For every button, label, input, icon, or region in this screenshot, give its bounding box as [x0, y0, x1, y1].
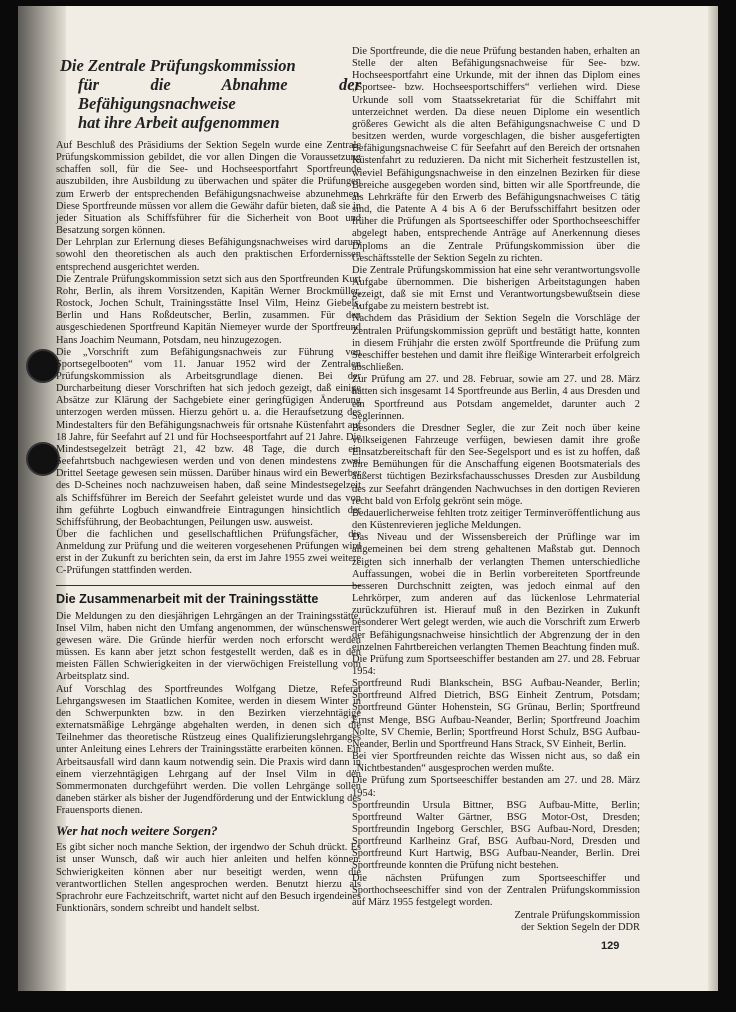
body-paragraph: Die nächsten Prüfungen zum Sportseeschiffer und Sporthochseeschiffer sind von der Zentralen Prüfungskommission auf März 1955 festgelegt worden. — [352, 872, 640, 908]
body-paragraph: Sportfreundin Ursula Bittner, BSG Aufbau-Mitte, Berlin; Sportfreund Walter Gärtner, BSG Motor-Ost, Dresden; Sportfreundin Ingeborg Gerschler, BSG Aufbau-Nord, Dresden; Sportfreund Karlheinz Graf, BSG Aufbau-Nord, Dresden und Sportfreund Kurt Hartwig, BSG Aufbau-Neander, Berlin. Drei Sportfreunde konnten die Prüfung nicht bestehen. — [352, 799, 640, 872]
body-paragraph: Sportfreund Rudi Blankschein, BSG Aufbau-Neander, Berlin; Sportfreund Alfred Dietrich, BSG Einheit Zentrum, Potsdam; Sportfreund Günter Hohenstein, SG Grünau, Berlin; Sportfreund Ernst Menge, BSG Aufbau-Neander, Berlin; Sportfreund Joachim Nolte, SV Chemie, Berlin; Sportfreund Horst Schulz, BSG Aufbau-Neander, Berlin und Sportfreund Hans Strack, SV Einheit, Berlin. — [352, 678, 640, 750]
title-line: für die Abnahme der Befähigungsnachweise — [78, 75, 361, 113]
body-paragraph: Bei vier Sportfreunden reichte das Wissen nicht aus, so daß ein „Nichtbestanden“ ausgesprochen werden mußte. — [352, 751, 640, 775]
magazine-page — [18, 6, 718, 991]
section-divider — [56, 585, 361, 586]
signature-line: der Sektion Segeln der DDR — [521, 922, 640, 934]
title-line: Die Zentrale Prüfungskommission — [60, 56, 296, 75]
body-paragraph: Das Niveau und der Wissensbereich der Prüflinge war im allgemeinen bei dem streng gehaltenen Maßstab gut. Dennoch zeigten sich innerhalb der verlangten Themen unterschiedliche Auffassungen, wobei die in Berlin vorbereiteten Sportfreunde besseren Durchschnitt zeigten, was jedoch einmal auf den Lehrkörper, zum anderen auf das lückenlose Lehrmaterial zurückzuführen ist. Hierauf muß in den Bezirken in Zukunft besonderer Wert gelegt werden, wie auch die Vorschrift zum Erwerb der Befähigungsnachweise hinsichtlich der Abgrenzung der in den einzelnen Fahrtbereichen verlangten Themen Beachtung finden muß. — [352, 532, 640, 653]
body-paragraph: Bedauerlicherweise fehlten trotz zeitiger Terminveröffentlichung aus den Küstenrevieren jegliche Meldungen. — [352, 507, 640, 532]
section-heading-trainingsstaette: Die Zusammenarbeit mit der Trainingsstätte — [56, 591, 319, 606]
body-paragraph: Die Zentrale Prüfungskommission hat eine sehr verantwortungsvolle Aufgabe übernommen. Die bisherigen Arbeitstagungen haben gezeigt, daß sie mit Ernst und Verantwortungsbewußtsein diese Aufgabe zu meistern bestrebt ist. — [352, 264, 640, 313]
signature-line: Zentrale Prüfungskommission — [514, 910, 640, 922]
intro-paragraph: Die Zentrale Prüfungskommission setzt sich aus den Sportfreunden Kurt Rohr, Berlin, als ihrem Vorsitzenden, Kapitän Werner Brockmüller, Rostock, Jochen Schult, Trainingsstätte Insel Vilm, Heinz Giebels, Berlin und Hans Roßdeutscher, Berlin, zusammen. Für den ausgeschiedenen Sportfreund Kapitän Niemeyer wurde der Sportfreund Hans Joachim Neumann, Potsdam, neu hinzugezogen. — [56, 273, 361, 346]
body-paragraph: Nachdem das Präsidium der Sektion Segeln die Vorschläge der Zentralen Prüfungskommission geprüft und bestätigt hatte, konnten in diesem Frühjahr die ersten zwölf Sportfreunde die Prüfung zum Seeschiffer bestehen und damit ihre fleißige Winterarbeit erfolgreich abschließen. — [352, 313, 640, 374]
right-column — [352, 46, 640, 934]
article-title — [60, 56, 361, 132]
body-paragraph: Die Prüfung zum Sportseeschiffer bestanden am 27. und 28. März 1954: — [352, 775, 640, 799]
left-column — [56, 46, 361, 915]
intro-paragraph: Der Lehrplan zur Erlernung dieses Befähigungsnachweises wird darum sowohl den theoretischen als auch den praktischen Erfordernissen entsprechend ausgerichtet werden. — [56, 237, 361, 273]
body-paragraph: Die Prüfung zum Sportseeschiffer bestanden am 27. und 28. Februar 1954: — [352, 653, 640, 677]
section-paragraph: Auf Vorschlag des Sportfreundes Wolfgang Dietze, Referat Lehrgangswesen im Staatlichen Komitee, werden in diesem Winter in den Schwerpunkten bzw. in den Bezirken vierzehntägige externatsmäßige Lehrgänge abgehalten werden, in denen sich die Teilnehmer das theoretische Rüstzeug eines Qualifizierungslehrganges unter Anleitung eines Lehrers der Trainingsstätte erarbeiten können. Ein Arbeitsausfall wird dann kaum notwendig sein. Die Praxis wird dann in einem vierzehntägigen Lehrgang auf der Insel Vilm in den Sommermonaten durchgeführt werden. Die vollen Lehrgänge sollen daneben stärker als bisher der Jugendförderung und der Entwicklung des Frauensports dienen. — [56, 683, 361, 817]
section-paragraph: Die Meldungen zu den diesjährigen Lehrgängen an der Trainingsstätte, Insel Vilm, haben nicht den Umfang angenommen, der wünschenswert gewesen wäre. Die Gründe hierfür werden noch erforscht werden müssen. Es kann aber jetzt schon festgestellt werden, daß es in den meisten Fällen Schwierigkeiten in der vierwöchigen Freistellung vom Arbeitsplatz sind. — [56, 610, 361, 683]
page-edge-shadow — [708, 6, 718, 991]
intro-paragraph: Auf Beschluß des Präsidiums der Sektion Segeln wurde eine Zentrale Prüfungskommission gebildet, die vor allen Dingen die Voraussetzung schaffen soll, für die See- und Hochseesportfahrt Sportfreunde auszubilden, ihre Ausbildung zu überwachen und später die Prüfungen zum Erwerb der entsprechenden Befähigungsnachweise abzunehmen. Diese Sportfreunde müssen vor allem die Gewähr dafür bieten, daß sie in jeder Situation als Schiffsführer für die Sicherheit von Boot und Besatzung sorgen können. — [56, 140, 361, 237]
body-paragraph: Die Sportfreunde, die die neue Prüfung bestanden haben, erhalten an Stelle der alten Befähigungsnachweise für See- bzw. Hochseesportfahrt eine Urkunde, mit der ihnen das Diplom eines „Sportsee- bzw. Hochseesportschiffers“ verliehen wird. Diese Urkunde soll vom Staatssekretariat für die Schiffahrt mit unterzeichnet werden. Da diese neuen Diplome ein wesentlich größeres Gewicht als die alten Befähigungsnachweise C und D besitzen werden, wurde vorgeschlagen, die bisher ausgefertigten Befähigungsnachweise C für Seefahrt auf den Bereich der ortsnahen Küstenfahrt zu reduzieren. Da nicht mit Sicherheit festzustellen ist, wieviel Befähigungsnachweise in den einzelnen Bezirken für diese Bereiche ausgegeben worden sind, bitten wir alle Sportfreunde, die als Lehrkräfte für den Erwerb des Befähigungsnachweises C tätig sind, die Patente A 4 bis A 6 der Berufsschiffahrt besitzen oder früher die Prüfungen als Sportseeschiffer oder Sporthochseeschiffer abgelegt haben, entsprechende Anträge auf Anerkennung dieses Diploms an die Zentrale Prüfungskommission über die Geschäftsstelle der Sektion Segeln zu richten. — [352, 46, 640, 264]
intro-paragraph: Die „Vorschrift zum Befähigungsnachweis zur Führung von Sportsegelbooten“ vom 11. Januar 1952 wird der Zentralen Prüfungskommission als Arbeitsgrundlage dienen. Bei der Durcharbeitung dieser Vorschriften hat sich jedoch gezeigt, daß einige Absätze zur Klärung der Sachgebiete einer geringfügigen Änderung unterzogen werden müssen. Hierzu gehört u. a. die Heraufsetzung des Mindestalters für den Befähigungsnachweis für ortsnahe Küstenfahrt auf 18 Jahre, für Seefahrt auf 21 und für Hochseesportfahrt auf 21 Jahre. Die Mindestsegelzeit beträgt 21, 42 bzw. 48 Tage, die durch ein Seefahrtsbuch nachgewiesen werden und von denen mindestens zwei Drittel Seetage gewesen sein müssen. Darüber hinaus wird ein Bewerber des D-Scheines noch nachzuweisen haben, daß seine Mindestsegelzeit als Schiffsführer im Bereich der Seefahrt geleistet wurde und das von ihm geführte Logbuch einwandfreie Eintragungen hinsichtlich der Schiffsführung, der Beobachtungen, Peilungen usw. ausweist. — [56, 346, 361, 528]
punch-hole-icon — [26, 349, 60, 383]
signature-block — [352, 910, 640, 934]
intro-paragraph: Über die fachlichen und gesellschaftlichen Prüfungsfächer, die Anmeldung zur Prüfung und die weiteren vorgesehenen Prüfungen wird erst in der Zukunft zu berichten sein, da erst im Jahre 1955 zwei weitere C-Prüfungen stattfinden werden. — [56, 529, 361, 577]
title-line: hat ihre Arbeit aufgenommen — [78, 113, 280, 132]
section-heading-sorgen: Wer hat noch weitere Sorgen? — [56, 823, 218, 839]
punch-hole-icon — [26, 442, 60, 476]
page-number: 129 — [601, 940, 620, 952]
body-paragraph: Besonders die Dresdner Segler, die zur Zeit noch über keine volkseigenen Fahrzeuge verfügen, bewiesen damit ihre große Einsatzbereitschaft für den See-Segelsport und es ist zu hoffen, daß ihre Bemühungen für die Anschaffung eigenen Bootsmaterials des äußerst tüchtigen Bezirksfachausschusses Dresden zur Ausbildung des zur Seefahrt drängenden Nachwuchses in den dortigen Revieren recht bald von Erfolg gekrönt sein möge. — [352, 422, 640, 507]
body-paragraph: Zur Prüfung am 27. und 28. Februar, sowie am 27. und 28. März hatten sich insgesamt 14 Sportfreunde aus Berlin, 4 aus Dresden und ein Sportfreund aus Potsdam angemeldet, darunter auch 2 Seglerinnen. — [352, 374, 640, 422]
section-paragraph: Es gibt sicher noch manche Sektion, der irgendwo der Schuh drückt. Es ist unser Wunsch, daß wir auch hier anleiten und helfen können. Schwierigkeiten können aber nur beseitigt werden, wenn die verantwortlichen Stellen angesprochen werden. Benutzt hierzu als Sprachrohr eure Fachzeitschrift, wartet nicht auf den Besuch irgendeines Funktionärs, sondern schreibt und handelt selbst. — [56, 842, 361, 915]
